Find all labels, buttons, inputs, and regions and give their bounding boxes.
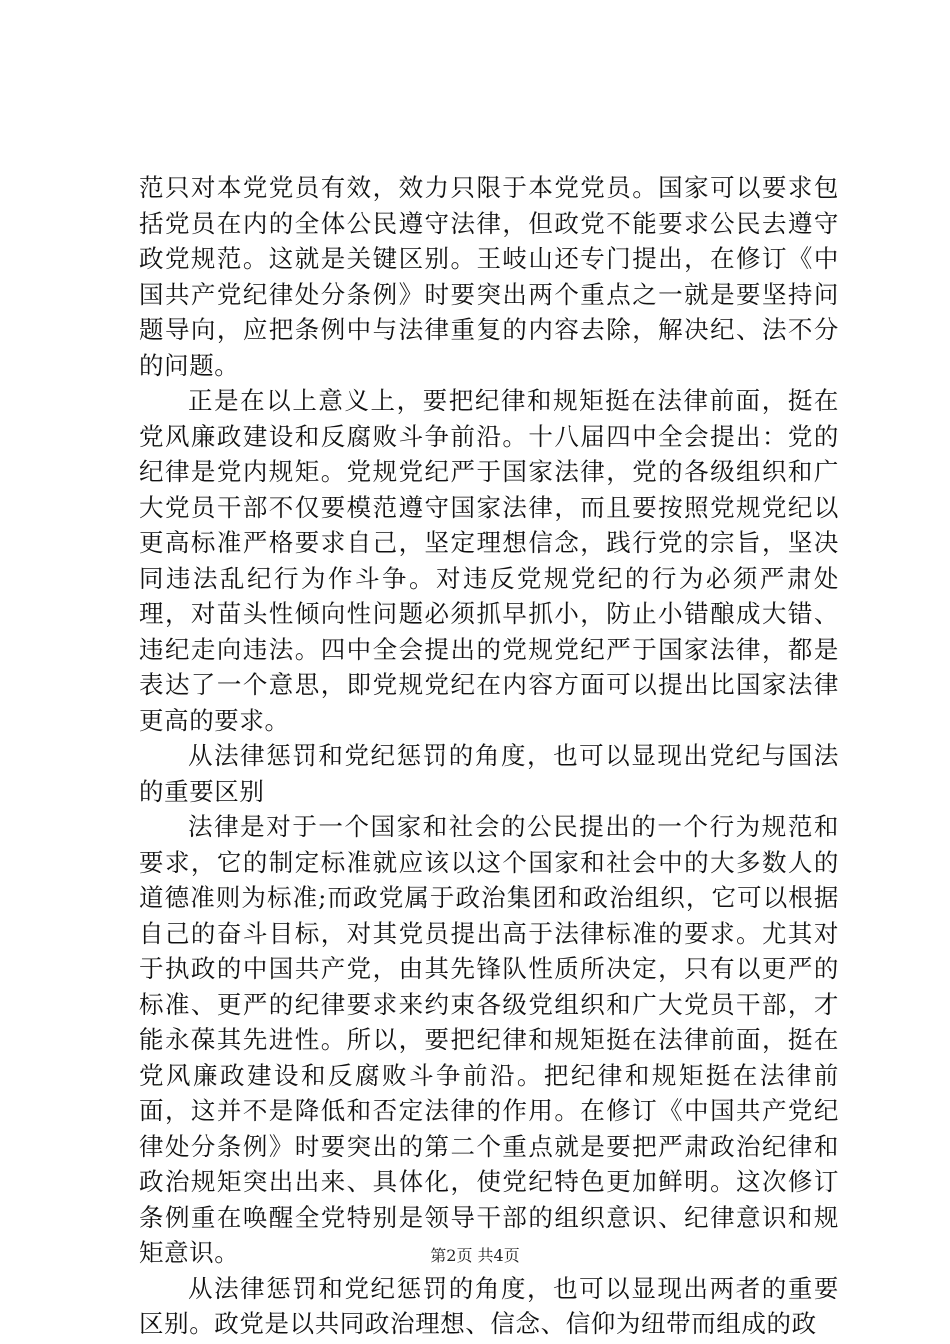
page-number-footer: 第2页 共4页 (430, 1246, 520, 1265)
document-body (139, 170, 839, 1342)
paragraph-4: 法律是对于一个国家和社会的公民提出的一个行为规范和要求，它的制定标准就应该以这个国家和社会中的大多数人的道德准则为标准;而政党属于政治集团和政治组织，它可以根据自己的奋斗目标，对其党员提出高于法律标准的要求。尤其对于执政的中国共产党，由其先锋队性质所决定，只有以更严的标准、更严的纪律要求来约束各级党组织和广大党员干部，才能永葆其先进性。所以，要把纪律和规矩挺在法律前面，挺在党风廉政建设和反腐败斗争前沿。把纪律和规矩挺在法律前面，这并不是降低和否定法律的作用。在修订《中国共产党纪律处分条例》时要突出的第二个重点就是要把严肃政治纪律和政治规矩突出出来、具体化，使党纪特色更加鲜明。这次修订条例重在唤醒全党特别是领导干部的组织意识、纪律意识和规矩意识。 (139, 812, 839, 1267)
paragraph-5: 从法律惩罚和党纪惩罚的角度，也可以显现出两者的重要区别。政党是以共同政治理想、信念、信仰为纽带而组成的政 (139, 1273, 839, 1338)
paragraph-3: 从法律惩罚和党纪惩罚的角度，也可以显现出党纪与国法的重要区别 (139, 741, 839, 806)
paragraph-2: 正是在以上意义上，要把纪律和规矩挺在法律前面，挺在党风廉政建设和反腐败斗争前沿。十八届四中全会提出：党的纪律是党内规矩。党规党纪严于国家法律，党的各级组织和广大党员干部不仅要模范遵守国家法律，而且要按照党规党纪以更高标准严格要求自己，坚定理想信念，践行党的宗旨，坚决同违法乱纪行为作斗争。对违反党规党纪的行为必须严肃处理，对苗头性倾向性问题必须抓早抓小，防止小错酿成大错、违纪走向违法。四中全会提出的党规党纪严于国家法律，都是表达了一个意思，即党规党纪在内容方面可以提出比国家法律更高的要求。 (139, 386, 839, 735)
paragraph-1: 范只对本党党员有效，效力只限于本党党员。国家可以要求包括党员在内的全体公民遵守法律，但政党不能要求公民去遵守政党规范。这就是关键区别。王岐山还专门提出，在修订《中国共产党纪律处分条例》时要突出两个重点之一就是要坚持问题导向，应把条例中与法律重复的内容去除，解决纪、法不分的问题。 (139, 173, 839, 380)
